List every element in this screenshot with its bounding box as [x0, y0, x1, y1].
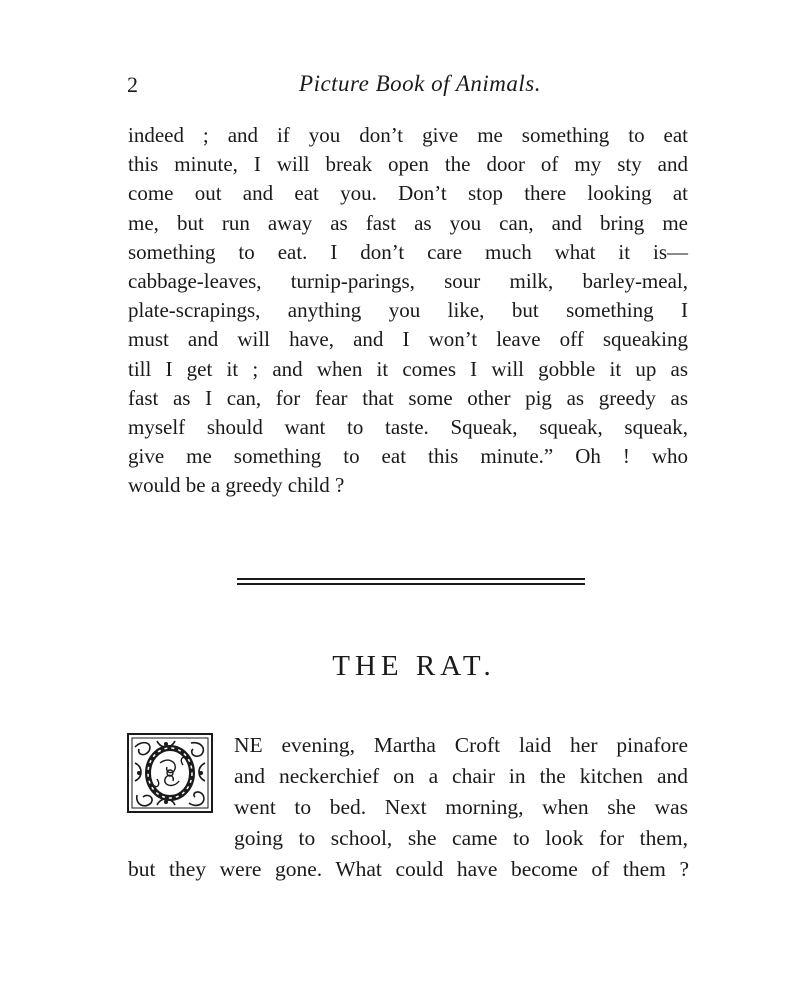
text-line: me, but run away as fast as you can, and bring me — [128, 210, 688, 235]
drop-cap-ornament — [127, 733, 213, 813]
text-line: must and will have, and I won’t leave off squeaking — [128, 327, 688, 352]
text-line: come out and eat you. Don’t stop there looking at — [128, 181, 688, 206]
text-line: this minute, I will break open the door of my sty and — [128, 152, 688, 177]
text-line: plate-scrapings, anything you like, but something I — [128, 298, 688, 323]
paragraph-rat-indented — [234, 730, 688, 854]
text-line: give me something to eat this minute.” Oh ! who — [128, 444, 688, 469]
paragraph-continued — [128, 121, 688, 500]
section-divider-top — [237, 578, 585, 580]
page-number: 2 — [127, 72, 139, 97]
section-title: THE RAT. — [332, 650, 496, 682]
text-line: but they were gone. What could have become of them ? — [128, 857, 689, 881]
text-line: cabbage-leaves, turnip-parings, sour milk, barley-meal, — [128, 268, 688, 293]
text-line: and neckerchief on a chair in the kitchen and — [234, 764, 688, 788]
text-line: NE evening, Martha Croft laid her pinafore — [234, 733, 688, 757]
text-line: indeed ; and if you don’t give me something to eat — [128, 123, 688, 147]
text-line: went to bed. Next morning, when she was — [234, 795, 688, 819]
text-line: fast as I can, for fear that some other pig as greedy as — [128, 385, 688, 410]
section-divider-bottom — [237, 583, 585, 585]
paragraph-rat-full — [128, 854, 689, 885]
text-line: myself should want to taste. Squeak, squeak, squeak, — [128, 414, 688, 439]
text-line: something to eat. I don’t care much what it is— — [128, 239, 688, 264]
running-head: Picture Book of Animals. — [299, 71, 541, 96]
text-line: would be a greedy child ? — [128, 473, 345, 498]
text-line: going to school, she came to look for them, — [234, 826, 688, 850]
text-line: till I get it ; and when it comes I will gobble it up as — [128, 356, 688, 381]
